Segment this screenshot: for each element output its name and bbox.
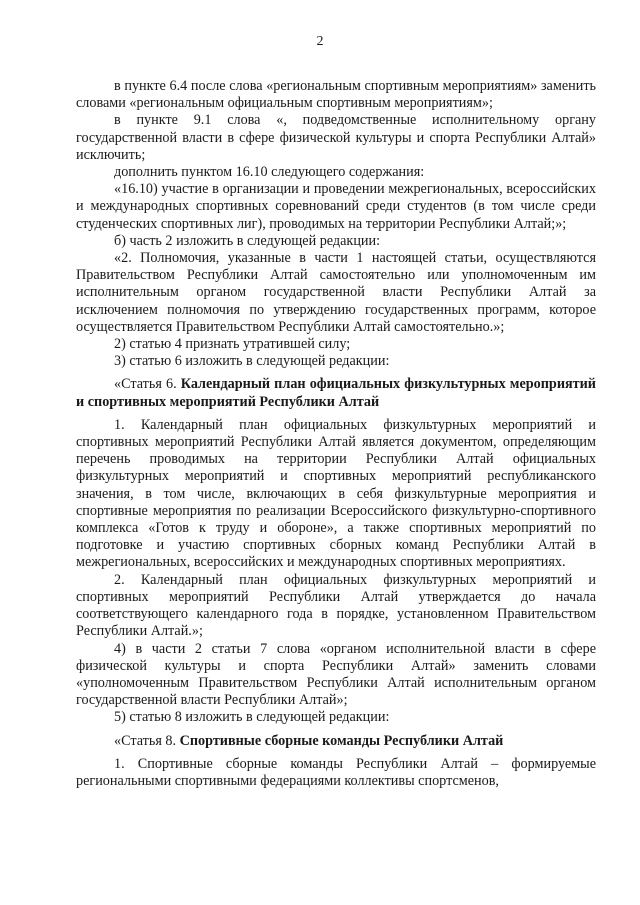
paragraph: в пункте 6.4 после слова «региональным спортивным мероприятиям» заменить словами «региональным официальным спортивным мероприятиям»;	[76, 78, 596, 112]
paragraph: 1. Календарный план официальных физкультурных мероприятий и спортивных мероприятий Республики Алтай является документом, определяющим перечень проводимых на территории Республики Алтай официальных физкультурных мероприятий и спортивных мероприятий республиканского значения, в том числе, включающих в себя физкультурные мероприятия и спортивные мероприятия по реализации Всероссийского физкультурно-спортивного комплекса «Готов к труду и обороне», а также спортивных мероприятий по подготовке и участию спортивных сборных команд Республики Алтай в межрегиональных, всероссийских и международных спортивных мероприятиях.	[76, 416, 596, 571]
article-6-title: Календарный план официальных физкультурных мероприятий и спортивных мероприятий Республики Алтай	[76, 376, 596, 410]
page-number: 2	[316, 34, 324, 49]
paragraph: б) часть 2 изложить в следующей редакции:	[114, 232, 381, 249]
article-6-heading	[76, 376, 596, 410]
paragraph: 1. Спортивные сборные команды Республики Алтай – формируемые региональными спортивными федерациями коллективы спортсменов,	[76, 755, 596, 789]
document-body	[76, 78, 596, 790]
paragraph: «2. Полномочия, указанные в части 1 настоящей статьи, осуществляются Правительством Республики Алтай самостоятельно или уполномоченным им исполнительным органом государственной власти Республики Алтай за исключением полномочия по утверждению государственных программ, которое осуществляется Правительством Республики Алтай самостоятельно.»;	[76, 250, 596, 335]
paragraph: 5) статью 8 изложить в следующей редакции:	[114, 709, 390, 726]
article-8-title: Спортивные сборные команды Республики Алтай	[179, 732, 504, 749]
paragraph: 4) в части 2 статьи 7 слова «органом исполнительной власти в сфере физической культуры и спорта Республики Алтай» заменить словами «уполномоченным Правительством Республики Алтай исполнительным органом государственной власти Республики Алтай»;	[76, 640, 596, 709]
paragraph: в пункте 9.1 слова «, подведомственные исполнительному органу государственной власти в сфере физической культуры и спорта Республики Алтай» исключить;	[76, 112, 596, 163]
paragraph: 3) статью 6 изложить в следующей редакции:	[114, 353, 390, 370]
paragraph: «16.10) участие в организации и проведении межрегиональных, всероссийских и международных спортивных соревнований среди студентов (в том числе среди студенческих спортивных лиг), проводимых на территории Республики Алтай;»;	[76, 181, 596, 232]
paragraph: дополнить пунктом 16.10 следующего содержания:	[114, 164, 425, 181]
article-8-prefix: «Статья 8.	[114, 732, 180, 749]
article-6-prefix: «Статья 6.	[114, 376, 181, 393]
paragraph: 2. Календарный план официальных физкультурных мероприятий и спортивных мероприятий Республики Алтай утверждается до начала соответствующего календарного года в порядке, установленном Правительством Республики Алтай.»;	[76, 571, 596, 640]
article-8-heading	[76, 733, 596, 750]
paragraph: 2) статью 4 признать утратившей силу;	[114, 336, 351, 353]
